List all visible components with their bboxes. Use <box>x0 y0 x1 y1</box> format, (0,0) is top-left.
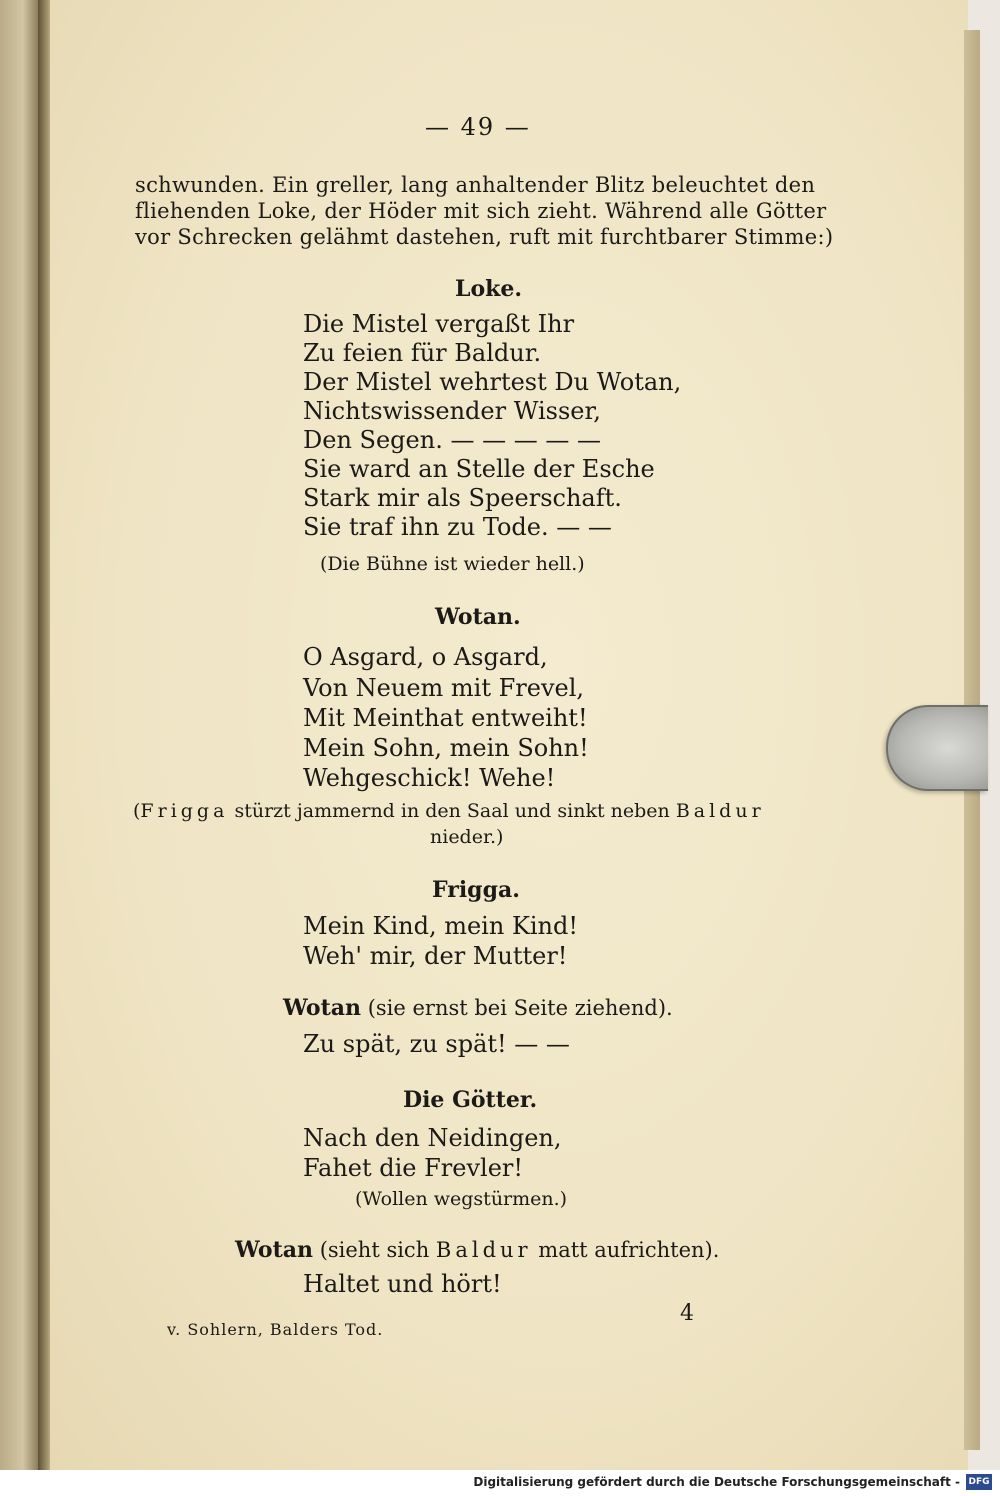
verse-line: Mein Sohn, mein Sohn! <box>303 734 589 762</box>
stage-paren: ( <box>133 800 141 822</box>
speaker-line <box>235 1236 719 1264</box>
character-name: Frigga <box>140 800 229 822</box>
verse-line: Haltet und hört! <box>303 1270 502 1298</box>
stage-direction <box>133 797 765 825</box>
dfg-logo: DFG <box>966 1474 992 1490</box>
verse-line: Zu spät, zu spät! — — <box>303 1030 570 1058</box>
stage-text: (sieht sich <box>319 1238 430 1262</box>
verse-line: Stark mir als Speerschaft. <box>303 484 622 512</box>
stage-direction: nieder.) <box>430 826 504 848</box>
verse-line: Nichtswissender Wisser, <box>303 397 601 425</box>
page-clip <box>886 705 988 791</box>
digitization-credit: Digitalisierung gefördert durch die Deutsche Forschungsgemeinschaft - <box>473 1475 960 1489</box>
verse-line: Die Mistel vergaßt Ihr <box>303 310 575 338</box>
verse-line: Der Mistel wehrtest Du Wotan, <box>303 368 682 396</box>
speaker-goetter: Die Götter. <box>403 1087 538 1113</box>
verse-line: Den Segen. — — — — — <box>303 426 601 454</box>
verse-line: Mein Kind, mein Kind! <box>303 912 579 940</box>
character-name: Baldur <box>675 800 765 822</box>
verse-line: Zu feien für Baldur. <box>303 339 542 367</box>
page-number: — 49 — <box>425 113 531 141</box>
speaker-line <box>283 994 673 1022</box>
verse-line: Nach den Neidingen, <box>303 1124 562 1152</box>
verse-line: Wehgeschick! Wehe! <box>303 764 556 792</box>
verse-line: Weh' mir, der Mutter! <box>303 942 568 970</box>
stage-direction: (Die Bühne ist wieder hell.) <box>320 553 585 575</box>
speaker-loke: Loke. <box>455 276 523 302</box>
signature-mark: 4 <box>680 1301 694 1326</box>
verse-line: Sie traf ihn zu Tode. — — <box>303 513 612 541</box>
stage-direction: (Wollen wegstürmen.) <box>355 1188 568 1210</box>
prose-line: fliehenden Loke, der Höder mit sich zieht. Während alle Götter <box>135 199 827 223</box>
verse-line: Mit Meinthat entweiht! <box>303 704 588 732</box>
stage-text: matt aufrichten). <box>538 1238 720 1262</box>
verse-line: Von Neuem mit Frevel, <box>303 674 585 702</box>
character-name: Baldur <box>435 1238 532 1262</box>
previous-page-edge <box>0 0 38 1470</box>
speaker-wotan: Wotan <box>283 995 361 1021</box>
prose-line: vor Schrecken gelähmt dastehen, ruft mit furchtbarer Stimme:) <box>135 225 834 249</box>
footer-author: v. Sohlern, Balders Tod. <box>167 1320 384 1339</box>
verse-line: Sie ward an Stelle der Esche <box>303 455 655 483</box>
speaker-wotan: Wotan. <box>435 604 521 630</box>
stage-text: (sie ernst bei Seite ziehend). <box>367 996 673 1020</box>
speaker-wotan: Wotan <box>235 1237 313 1263</box>
prose-line: schwunden. Ein greller, lang anhaltender Blitz beleuchtet den <box>135 173 816 197</box>
speaker-frigga: Frigga. <box>432 877 520 903</box>
verse-line: O Asgard, o Asgard, <box>303 643 548 671</box>
verse-line: Fahet die Frevler! <box>303 1154 524 1182</box>
stage-text: stürzt jammernd in den Saal und sinkt neben <box>234 800 670 822</box>
